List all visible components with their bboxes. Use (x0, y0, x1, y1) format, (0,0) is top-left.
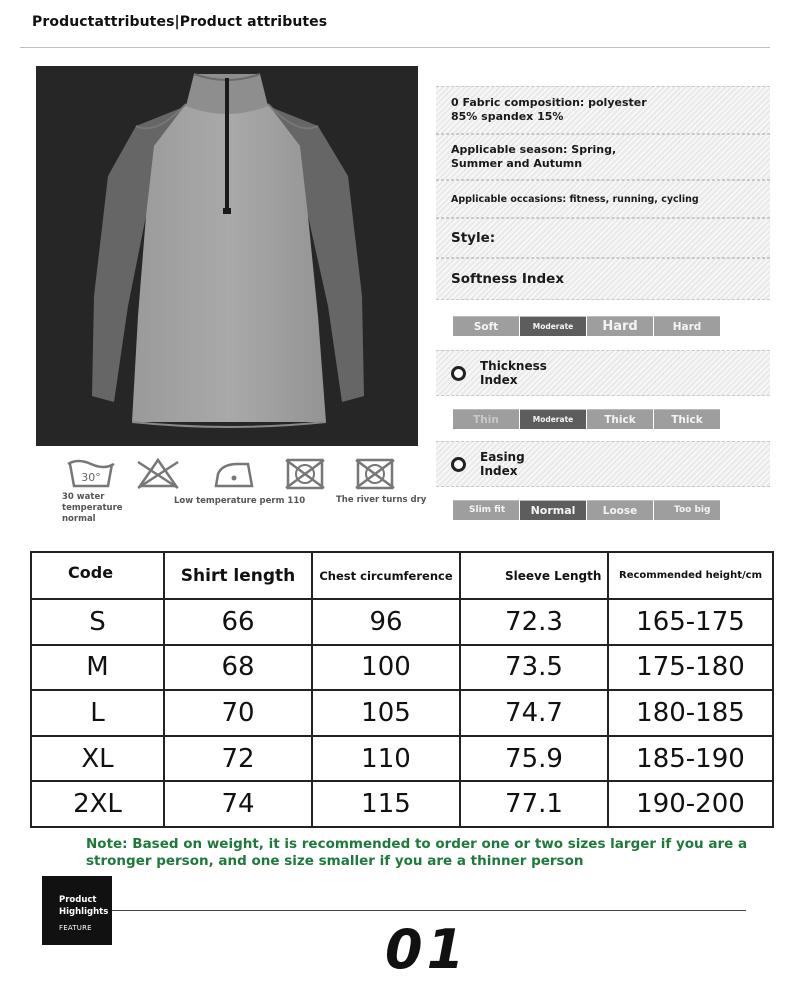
easing-option-slim-fit: Slim fit (453, 500, 519, 520)
cell-shirt-length: 70 (164, 690, 312, 736)
easing-option-loose: Loose (587, 500, 653, 520)
care-icons (66, 456, 406, 492)
cell-sleeve: 72.3 (460, 599, 608, 645)
cell-shirt-length: 68 (164, 645, 312, 691)
style-row (436, 218, 770, 258)
cell-height: 175-180 (608, 645, 773, 691)
cell-shirt-length: 74 (164, 781, 312, 827)
softness-option-soft: Soft (453, 316, 519, 336)
season-row (436, 134, 770, 180)
cell-chest: 115 (312, 781, 460, 827)
sizing-note: Note: Based on weight, it is recommended to order one or two sizes larger if you are a stronger person, and one size smaller if you are a thinner person (86, 836, 748, 869)
header-chest: Chest circumference (312, 552, 460, 599)
cell-sleeve: 77.1 (460, 781, 608, 827)
cell-code: M (31, 645, 164, 691)
easing-index-row (436, 441, 770, 487)
softness-index-title: Softness Index (451, 271, 565, 287)
no-dry-clean-icon (356, 460, 394, 488)
header-recommended-height: Recommended height/cm (608, 552, 773, 599)
thickness-scale (453, 409, 720, 429)
cell-chest: 105 (312, 690, 460, 736)
thickness-option-thick-2: Thick (654, 409, 720, 429)
softness-option-hard-2: Hard (654, 316, 720, 336)
cell-chest: 110 (312, 736, 460, 782)
easing-option-too-big: Too big (654, 500, 720, 520)
page-title: Productattributes|Product attributes (32, 14, 328, 30)
product-photo (36, 66, 418, 446)
thickness-index-row (436, 350, 770, 396)
cell-code: L (31, 690, 164, 736)
softness-scale (453, 316, 720, 336)
fabric-composition-text: 0 Fabric composition: polyester 85% spandex 15% (451, 96, 647, 123)
thickness-option-moderate: Moderate (520, 409, 586, 429)
section-divider (112, 910, 746, 911)
cell-height: 185-190 (608, 736, 773, 782)
header-shirt-length: Shirt length (164, 552, 312, 599)
table-row (31, 690, 773, 736)
no-bleach-icon (138, 460, 178, 488)
table-row (31, 645, 773, 691)
style-label: Style: (451, 230, 496, 246)
cell-sleeve: 73.5 (460, 645, 608, 691)
header-sleeve-length: Sleeve Length (460, 552, 608, 599)
highlights-line-1: Product (59, 895, 97, 905)
fabric-composition-row (436, 86, 770, 134)
softness-index-row (436, 258, 770, 300)
cell-code: XL (31, 736, 164, 782)
wash-30-icon (68, 461, 114, 486)
cell-height: 190-200 (608, 781, 773, 827)
cell-sleeve: 74.7 (460, 690, 608, 736)
no-tumble-dry-icon (286, 460, 324, 488)
size-table (30, 551, 774, 828)
cell-chest: 96 (312, 599, 460, 645)
cell-sleeve: 75.9 (460, 736, 608, 782)
thickness-option-thick: Thick (587, 409, 653, 429)
header-code: Code (31, 552, 164, 599)
table-row (31, 781, 773, 827)
section-number: 01 (385, 918, 469, 981)
softness-option-moderate: Moderate (520, 316, 586, 336)
size-table-header-row (31, 552, 773, 599)
easing-scale (453, 500, 720, 520)
thickness-option-thin: Thin (453, 409, 519, 429)
wash-temp-text: 30° (81, 471, 101, 484)
cell-shirt-length: 66 (164, 599, 312, 645)
cell-chest: 100 (312, 645, 460, 691)
shirt-illustration (36, 66, 418, 446)
dry-care-label: The river turns dry (336, 495, 427, 505)
radio-dot-icon (451, 457, 466, 472)
softness-option-hard: Hard (587, 316, 653, 336)
cell-height: 165-175 (608, 599, 773, 645)
cell-height: 180-185 (608, 690, 773, 736)
season-text: Applicable season: Spring, Summer and Autumn (451, 143, 617, 170)
highlights-line-2: Highlights (59, 907, 109, 917)
radio-dot-icon (451, 366, 466, 381)
easing-option-normal: Normal (520, 500, 586, 520)
cell-shirt-length: 72 (164, 736, 312, 782)
highlights-feature: FEATURE (59, 924, 92, 932)
cell-code: 2XL (31, 781, 164, 827)
easing-index-title: Easing Index (480, 450, 525, 478)
wash-care-label: 30 water temperature normal (62, 492, 123, 524)
iron-low-icon (216, 464, 252, 486)
thickness-index-title: Thickness Index (480, 359, 547, 387)
table-row (31, 599, 773, 645)
occasions-text: Applicable occasions: fitness, running, cycling (451, 193, 699, 205)
iron-care-label: Low temperature perm 110 (174, 496, 306, 506)
occasions-row (436, 180, 770, 218)
header-divider (20, 47, 770, 48)
product-highlights-badge (42, 876, 112, 945)
cell-code: S (31, 599, 164, 645)
table-row (31, 736, 773, 782)
